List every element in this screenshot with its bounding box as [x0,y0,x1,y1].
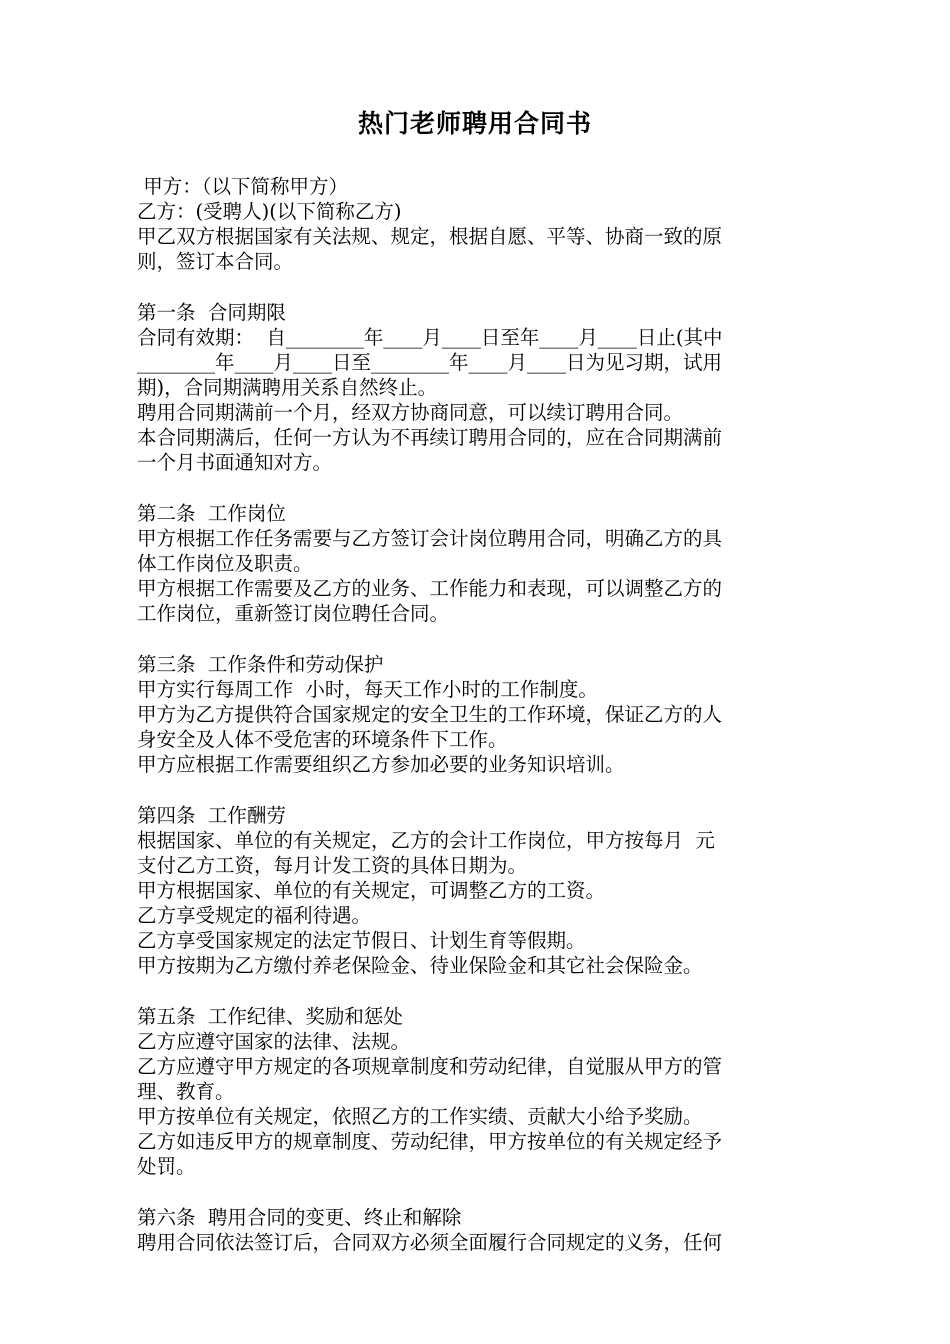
blank-line [137,274,817,300]
text-line: 第一条 合同期限 [137,301,286,324]
blank-line [137,978,817,1004]
text-line: 处罚。 [137,1155,196,1178]
text-line: 聘用合同依法签订后，合同双方必须全面履行合同规定的义务，任何 [137,1231,723,1254]
blank-line [137,777,817,803]
text-line: 第六条 聘用合同的变更、终止和解除 [137,1206,462,1229]
text-line: 本合同期满后，任何一方认为不再续订聘用合同的，应在合同期满前 [137,426,723,449]
text-line: 第五条 工作纪律、奖励和惩处 [137,1005,403,1028]
text-line: 第四条 工作酬劳 [137,804,286,827]
text-line: 甲方按期为乙方缴付养老保险金、待业保险金和其它社会保险金。 [137,954,703,977]
text-line: 则，签订本合同。 [137,250,294,273]
text-line: 乙方享受国家规定的法定节假日、计划生育等假期。 [137,929,586,952]
text-line: 期)，合同期满聘用关系自然终止。 [137,376,438,399]
text-line: 聘用合同期满前一个月，经双方协商同意，可以续订聘用合同。 [137,401,684,424]
document-title: 热门老师聘用合同书 [357,109,592,138]
text-line: 甲乙双方根据国家有关法规、规定，根据自愿、平等、协商一致的原 [137,225,723,248]
document-body [137,174,817,1255]
text-line: 甲方：（以下简称甲方） [137,175,348,198]
text-line: 甲方根据工作任务需要与乙方签订会计岗位聘用合同，明确乙方的具 [137,527,723,550]
text-line: 工作岗位，重新签订岗位聘任合同。 [137,602,450,625]
text-line: 乙方：(受聘人)(以下简称乙方) [137,200,402,223]
blank-line [137,475,817,501]
text-line: 第三条 工作条件和劳动保护 [137,653,384,676]
text-line: 一个月书面通知对方。 [137,451,333,474]
blank-line [137,1179,817,1205]
text-line: 第二条 工作岗位 [137,502,286,525]
text-line: 乙方应遵守国家的法律、法规。 [137,1030,411,1053]
blank-line [137,626,817,652]
text-line: 甲方按单位有关规定，依照乙方的工作实绩、贡献大小给予奖励。 [137,1105,703,1128]
text-line: 合同有效期： 自________年____月____日至年____月____日止(其中 [137,326,723,349]
text-line: 身安全及人体不受危害的环境条件下工作。 [137,728,508,751]
text-line: 乙方享受规定的福利待遇。 [137,904,372,927]
text-line: 甲方应根据工作需要组织乙方参加必要的业务知识培训。 [137,753,625,776]
text-line: 甲方实行每周工作 小时，每天工作小时的工作制度。 [137,678,598,701]
text-line: 体工作岗位及职责。 [137,552,313,575]
text-line: ________年____月____日至________年____月____日为见习期，试用 [137,351,723,374]
text-line: 乙方如违反甲方的规章制度、劳动纪律，甲方按单位的有关规定经予 [137,1130,723,1153]
text-line: 甲方为乙方提供符合国家规定的安全卫生的工作环境，保证乙方的人 [137,703,723,726]
text-line: 理、教育。 [137,1080,235,1103]
text-line: 根据国家、单位的有关规定，乙方的会计工作岗位，甲方按每月 元 [137,829,715,852]
text-line: 甲方根据工作需要及乙方的业务、工作能力和表现，可以调整乙方的 [137,577,723,600]
text-line: 乙方应遵守甲方规定的各项规章制度和劳动纪律，自觉服从甲方的管 [137,1055,723,1078]
text-line: 支付乙方工资，每月计发工资的具体日期为。 [137,854,528,877]
text-line: 甲方根据国家、单位的有关规定，可调整乙方的工资。 [137,879,606,902]
